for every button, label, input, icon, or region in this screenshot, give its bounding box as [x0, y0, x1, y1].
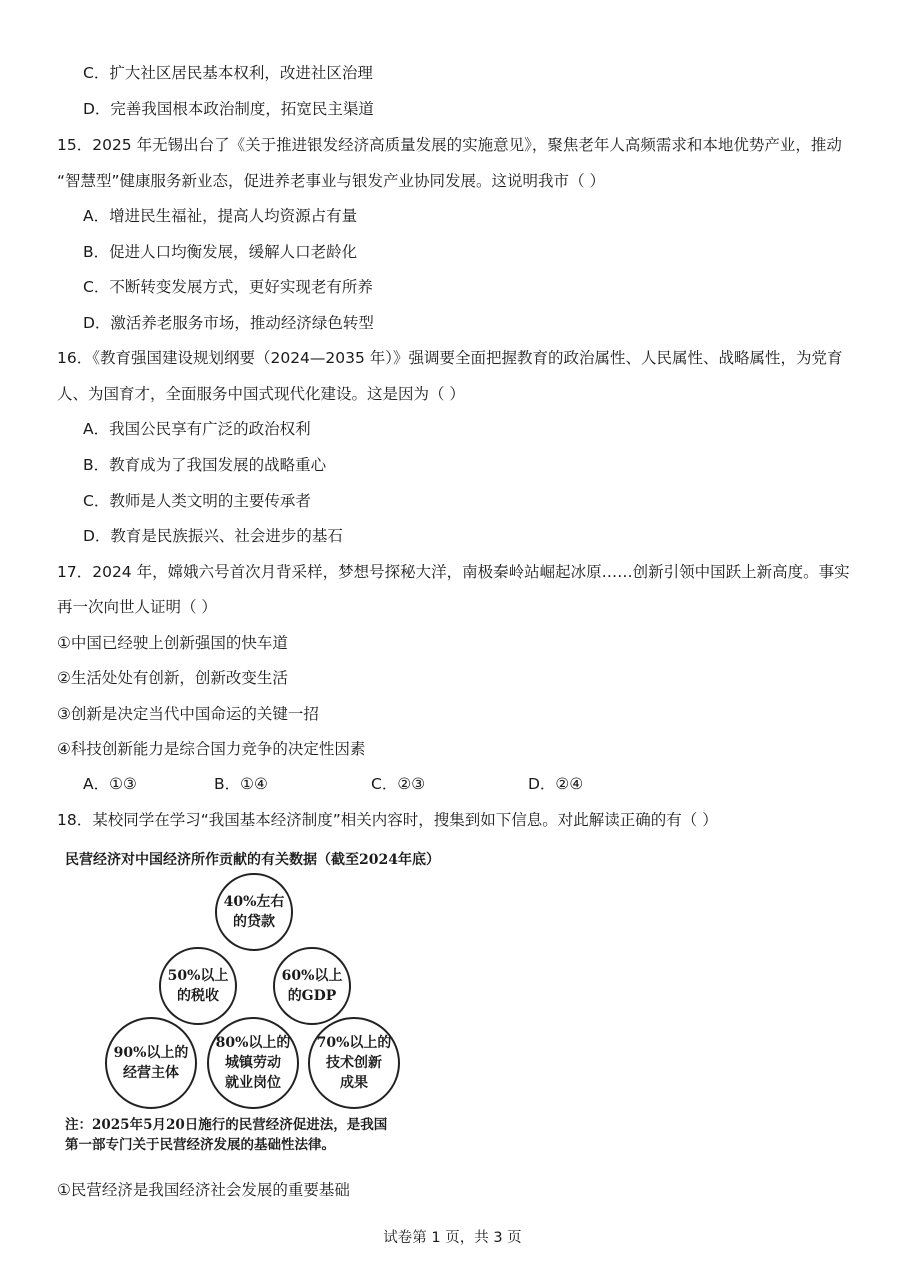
q16-option-a: A．我国公民享有广泛的政治权利	[83, 420, 311, 438]
q15-option-c: C．不断转变发展方式，更好实现老有所养	[83, 278, 373, 296]
q17-choice-b: B．①④	[214, 775, 268, 793]
circle-loans-line2: 的贷款	[233, 914, 275, 930]
q17-item1: ①中国已经驶上创新强国的快车道	[57, 634, 288, 652]
q18-stem: 18．某校同学在学习“我国基本经济制度”相关内容时，搜集到如下信息。对此解读正确的有（ ）	[57, 811, 718, 829]
q15-option-b: B．促进人口均衡发展，缓解人口老龄化	[83, 243, 358, 261]
circle-tax-line2: 的税收	[177, 988, 219, 1004]
figure-note-line2: 第一部专门关于民营经济发展的基础性法律。	[65, 1137, 335, 1153]
circle-jobs	[207, 1017, 299, 1109]
circle-innovation-line2: 技术创新	[326, 1055, 382, 1071]
q16-option-b: B．教育成为了我国发展的战略重心	[83, 456, 327, 474]
circle-loans-line1: 40%左右	[223, 894, 285, 910]
q15-option-d: D．激活养老服务市场，推动经济绿色转型	[83, 314, 374, 332]
q18-item1: ①民营经济是我国经济社会发展的重要基础	[57, 1181, 350, 1199]
circle-loans	[215, 873, 293, 951]
q17-stem-line2: 再一次向世人证明（ ）	[57, 598, 217, 616]
circle-tax	[159, 947, 237, 1025]
q18-figure	[55, 843, 495, 1173]
q17-item4: ④科技创新能力是综合国力竞争的决定性因素	[57, 740, 366, 758]
circle-innovation-line1: 70%以上的	[316, 1035, 392, 1051]
circle-jobs-line2: 城镇劳动	[225, 1055, 281, 1071]
circle-jobs-line3: 就业岗位	[225, 1075, 281, 1091]
q15-stem-line2: “智慧型”健康服务新业态，促进养老事业与银发产业协同发展。这说明我市（ ）	[57, 172, 605, 190]
circle-entities	[105, 1017, 197, 1109]
page-footer: 试卷第 1 页，共 3 页	[383, 1230, 522, 1246]
q17-choice-c: C．②③	[371, 775, 426, 793]
q14-option-d: D．完善我国根本政治制度，拓宽民主渠道	[83, 100, 374, 118]
q17-choices	[83, 773, 703, 795]
circle-entities-line1: 90%以上的	[113, 1045, 189, 1061]
circle-jobs-line1: 80%以上的	[215, 1035, 291, 1051]
q17-choice-a: A．①③	[83, 775, 137, 793]
q15-option-a: A．增进民生福祉，提高人均资源占有量	[83, 207, 358, 225]
q14-option-c: C．扩大社区居民基本权利，改进社区治理	[83, 64, 373, 82]
q17-stem-line1: 17．2024 年，嫦娥六号首次月背采样，梦想号探秘大洋，南极秦岭站崛起冰原……创新引领中国跃上新高度。事实	[57, 563, 850, 581]
circle-gdp	[273, 947, 351, 1025]
circle-innovation-line3: 成果	[340, 1075, 368, 1091]
q17-item2: ②生活处处有创新，创新改变生活	[57, 669, 288, 687]
q15-stem-line1: 15．2025 年无锡出台了《关于推进银发经济高质量发展的实施意见》，聚焦老年人高频需求和本地优势产业，推动	[57, 136, 842, 154]
figure-note-line1: 注：2025年5月20日施行的民营经济促进法，是我国	[65, 1117, 388, 1133]
q17-choice-d: D．②④	[528, 775, 584, 793]
figure-title: 民营经济对中国经济所作贡献的有关数据（截至2024年底）	[65, 852, 440, 868]
q16-stem-line2: 人、为国育才，全面服务中国式现代化建设。这是因为（ ）	[57, 385, 465, 403]
circle-tax-line1: 50%以上	[167, 968, 229, 984]
circle-gdp-line2: 的GDP	[287, 988, 337, 1004]
q16-option-c: C．教师是人类文明的主要传承者	[83, 492, 311, 510]
figure-note	[65, 1115, 387, 1155]
q16-option-d: D．教育是民族振兴、社会进步的基石	[83, 527, 343, 545]
circle-gdp-line1: 60%以上	[281, 968, 343, 984]
q16-stem-line1: 16．《教育强国建设规划纲要（2024—2035 年）》强调要全面把握教育的政治属性、人民属性、战略属性，为党育	[57, 349, 843, 367]
circle-entities-line2: 经营主体	[123, 1065, 179, 1081]
q17-item3: ③创新是决定当代中国命运的关键一招	[57, 705, 319, 723]
circle-innovation	[308, 1017, 400, 1109]
